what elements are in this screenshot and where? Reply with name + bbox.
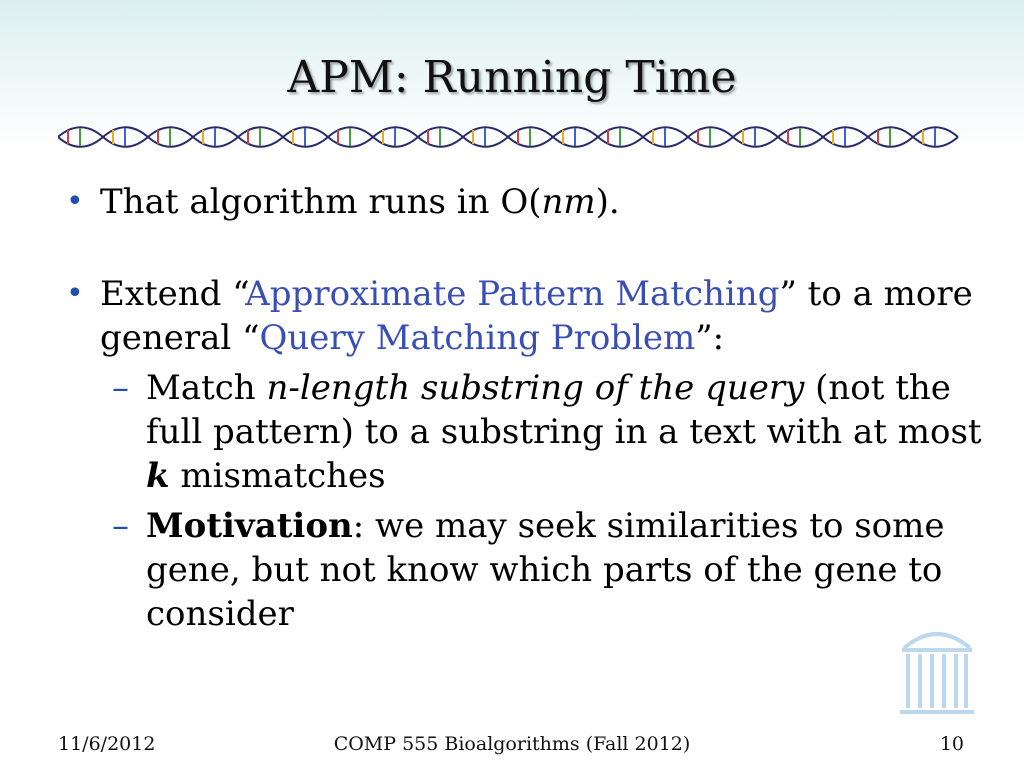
extend-text-before: Extend “ (100, 274, 246, 314)
link-query-matching-problem[interactable]: Query Matching Problem (259, 318, 696, 358)
bullet-italic-nm: nm (541, 182, 596, 222)
sub-bullet-motivation (66, 504, 1011, 636)
dash-icon: – (112, 368, 129, 408)
old-well-logo (898, 618, 976, 720)
bullet-running-time (66, 180, 1011, 224)
motivation-rest: : we may seek similarities to some gene, but not know which parts of the gene to consider (146, 506, 945, 634)
motivation-bold: Motivation (146, 506, 353, 546)
bullet-extend (66, 272, 1011, 360)
match-pre: Match (146, 368, 267, 408)
bullet-text-before: That algorithm runs in O( (100, 182, 542, 222)
footer-course: COMP 555 Bioalgorithms (Fall 2012) (333, 733, 691, 755)
slide-title: APM: Running Time (287, 52, 737, 103)
footer-page-number: 10 (939, 733, 964, 755)
link-approximate-pattern-matching[interactable]: Approximate Pattern Matching (245, 274, 780, 314)
match-k: k (146, 456, 170, 496)
match-post: (not the full pattern) to a substring in a text with at most (146, 368, 982, 452)
match-tail: mismatches (169, 456, 386, 496)
sub-bullet-match (66, 366, 1011, 498)
bullet-dot-icon: • (66, 276, 84, 311)
slide-body (66, 180, 1011, 636)
footer-date: 11/6/2012 (58, 733, 156, 755)
dna-helix-divider (58, 124, 968, 150)
match-italic: n-length substring of the query (266, 368, 805, 408)
dash-icon: – (112, 506, 129, 546)
extend-text-after: ”: (695, 318, 725, 358)
bullet-dot-icon: • (66, 184, 84, 219)
bullet-text-after: ). (595, 182, 620, 222)
extend-text-mid: ” to a more general “ (100, 274, 973, 358)
